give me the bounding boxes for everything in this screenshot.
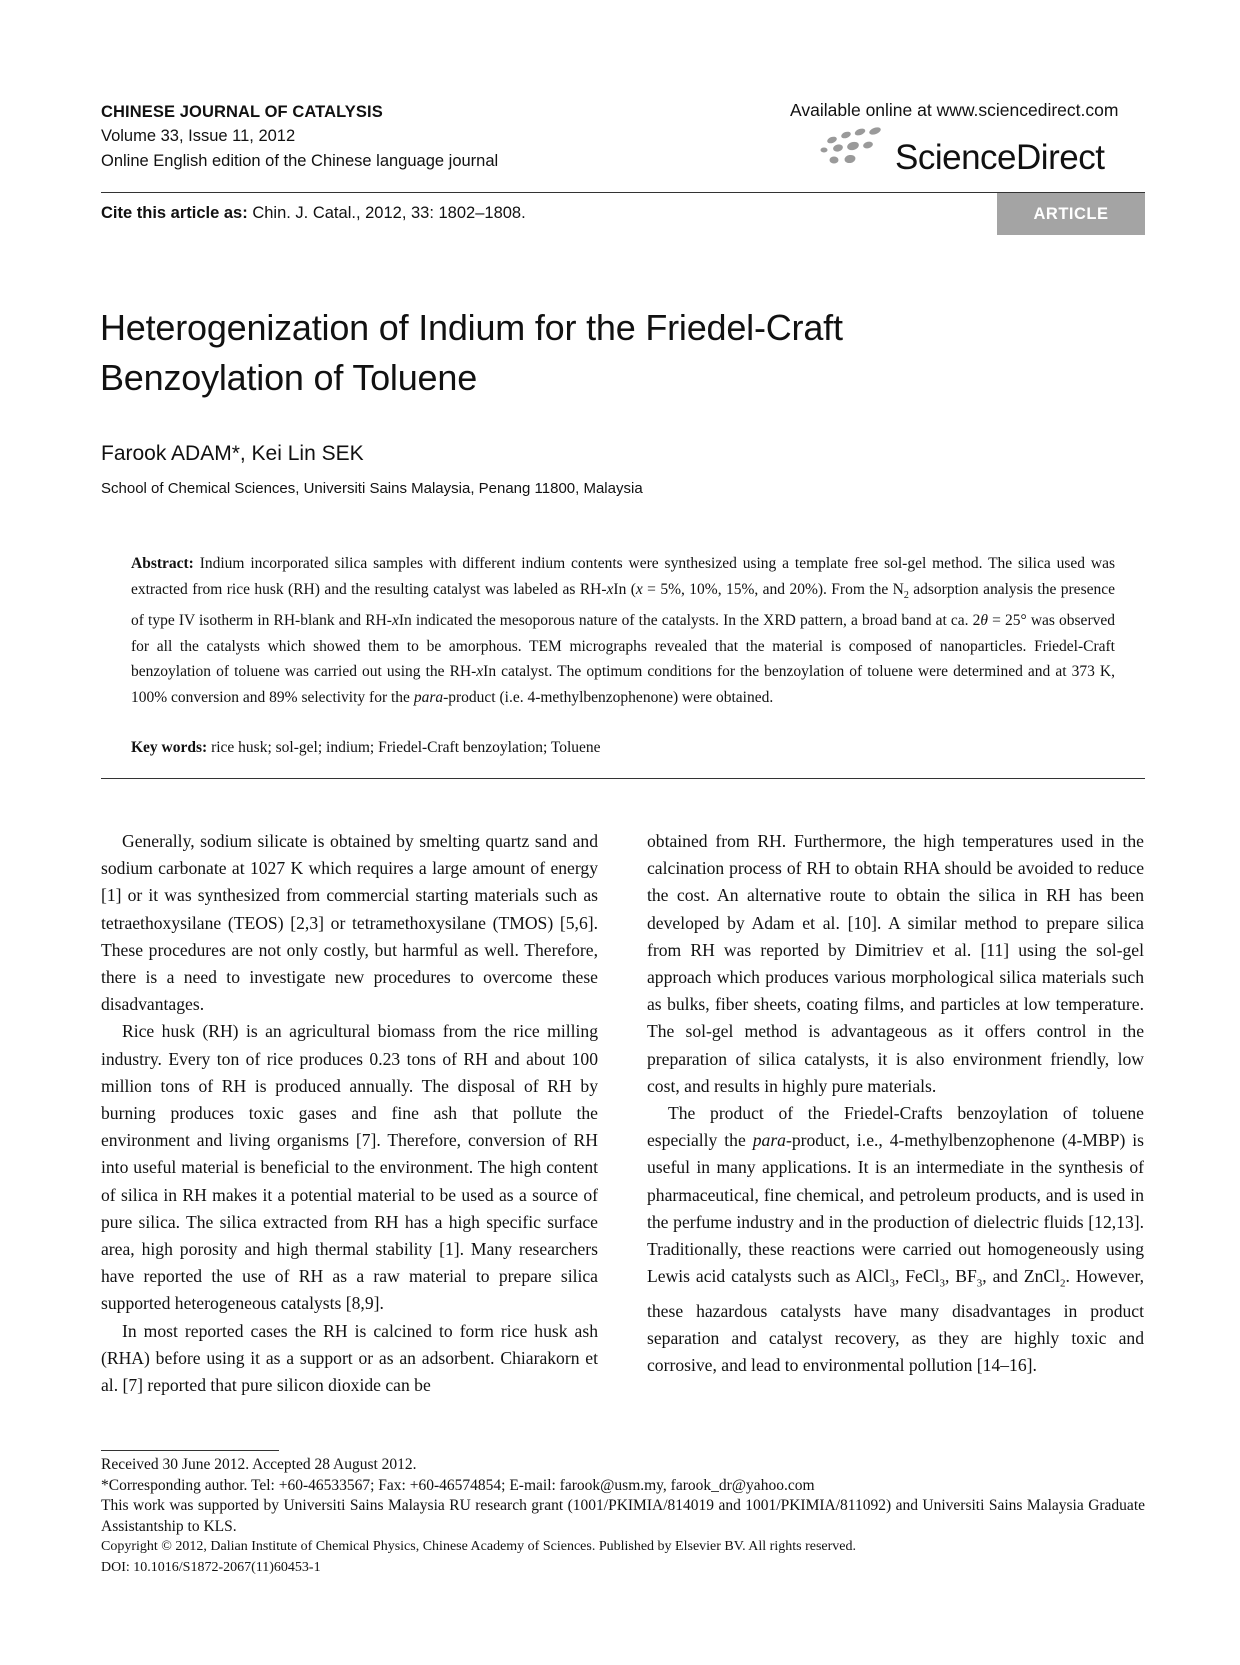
paragraph: In most reported cases the RH is calcined to form rice husk ash (RHA) before using it as a support or as an adsorbent. Chiarakorn et al. [7] reported that pure silicon dioxide can be xyxy=(101,1320,598,1396)
keywords-text: rice husk; sol-gel; indium; Friedel-Craft benzoylation; Toluene xyxy=(207,739,601,756)
title-line-1: Heterogenization of Indium for the Friedel-Craft xyxy=(100,307,843,348)
abstract-text: In catalyst. The optimum conditions for the benzoylation of toluene were determined and at 373 K, 100% conversion and 89% selectivity for the xyxy=(131,663,1115,706)
title-line-2: Benzoylation of Toluene xyxy=(100,357,478,398)
abstract-text: In ( xyxy=(613,580,636,598)
abstract-text: -product (i.e. 4-methylbenzophenone) were obtained. xyxy=(443,688,774,706)
paragraph-text: -product, i.e., 4-methylbenzophenone (4-MBP) is useful in many applications. It is an intermediate in the synthesis of pharmaceutical, fine chemical, and petroleum products, and is used in the perfume industry and in the production of dielectric fluids [12,13]. Traditionally, these reactions were carried out homogeneously using Lewis acid catalysts such as AlCl xyxy=(647,1130,1145,1287)
footnote-divider xyxy=(101,1450,279,1451)
abstract-text: Indium incorporated silica samples with different indium contents were synthesized using a template free sol-gel method. The silica used was extracted from rice husk (RH) and the resulting catalyst was labeled as RH- xyxy=(131,555,1115,598)
abstract-text: = 5%, 10%, 15%, and 20%). From the N xyxy=(642,580,904,598)
keywords-label: Key words: xyxy=(131,739,208,756)
paragraph-text: , and ZnCl xyxy=(982,1266,1061,1287)
subscript: 3 xyxy=(939,1277,945,1290)
journal-name: CHINESE JOURNAL OF CATALYSIS xyxy=(101,103,383,121)
received-date: Received 30 June 2012. Accepted 28 August 2012. xyxy=(101,1456,417,1473)
paragraph-text: , BF xyxy=(944,1266,977,1287)
abstract-var: x xyxy=(635,580,643,598)
paragraph-text: The product of the Friedel-Crafts benzoylation of toluene especially the xyxy=(647,1103,1144,1151)
header-divider xyxy=(101,192,1145,193)
copyright: Copyright © 2012, Dalian Institute of Chemical Physics, Chinese Academy of Sciences. Published by Elsevier BV. All rights reserved. xyxy=(101,1539,856,1554)
body-column-right xyxy=(647,828,1144,1380)
abstract-var: x xyxy=(606,580,614,598)
article-title xyxy=(100,303,1100,403)
footnotes xyxy=(101,1455,1145,1578)
abstract-var: x xyxy=(476,663,484,681)
citation xyxy=(101,204,526,223)
paragraph: obtained from RH. Furthermore, the high temperatures used in the calcination process of RH to obtain RHA should be avoided to reduce the cost. An alternative route to obtain the silica in RH has been developed by Adam et al. [10]. A similar method to prepare silica from RH was reported by Dimitriev et al. [11] using the sol-gel approach which produces various morphological silica materials such as bulks, fiber sheets, coating films, and particles at low temperature. The sol-gel method is advantageous as it offers control in the preparation of silica catalysts, it is also environment friendly, low cost, and results in highly pure materials. xyxy=(647,831,1144,1096)
paragraph xyxy=(647,1100,1144,1380)
abstract-divider xyxy=(101,778,1145,779)
corresponding-author: *Corresponding author. Tel: +60-46533567; Fax: +60-46574854; E-mail: farook@usm.my, farook_dr@yahoo.com xyxy=(101,1476,815,1494)
funding-note: This work was supported by Universiti Sains Malaysia RU research grant (1001/PKIMIA/814019 and 1001/PKIMIA/811092) and Universiti Sains Malaysia Graduate Assistantship to KLS. xyxy=(101,1497,1145,1535)
abstract-text: In indicated the mesoporous nature of the catalysts. In the XRD pattern, a broad band at ca. 2 xyxy=(398,612,981,630)
abstract-var: x xyxy=(391,612,399,630)
abstract-label: Abstract: xyxy=(131,555,194,572)
subscript: 3 xyxy=(976,1277,983,1290)
body-column-left xyxy=(101,828,598,1399)
sciencedirect-wordmark: ScienceDirect xyxy=(895,138,1105,177)
affiliation: School of Chemical Sciences, Universiti Sains Malaysia, Penang 11800, Malaysia xyxy=(101,480,643,497)
paragraph-italic: para xyxy=(752,1130,786,1151)
paragraph: Rice husk (RH) is an agricultural biomass from the rice milling industry. Every ton of rice produces 0.23 tons of RH and about 100 million tons of RH is produced annually. The disposal of RH by burning produces toxic gases and fine ash that pollute the environment and living organisms [7]. Therefore, conversion of RH into useful material is beneficial to the environment. The high content of silica in RH makes it a potential material to be used as a source of pure silica. The silica extracted from RH has a high specific surface area, high porosity and high thermal stability [1]. Many researchers have reported the use of RH as a raw material to prepare silica supported heterogeneous catalysts [8,9]. xyxy=(101,1021,598,1314)
abstract-var: para xyxy=(413,688,444,706)
abstract-var: θ xyxy=(980,612,989,630)
paragraph: Generally, sodium silicate is obtained by smelting quartz sand and sodium carbonate at 1027 K which requires a large amount of energy [1] or it was synthesized from commercial starting materials such as tetraethoxysilane (TEOS) [2,3] or tetramethoxysilane (TMOS) [5,6]. These procedures are not only costly, but harmful as well. Therefore, there is a need to investigate new procedures to overcome these disadvantages. xyxy=(101,831,598,1015)
paragraph-text: , FeCl xyxy=(894,1266,940,1287)
doi: DOI: 10.1016/S1872-2067(11)60453-1 xyxy=(101,1559,321,1575)
abstract-subscript: 2 xyxy=(903,589,909,601)
abstract xyxy=(131,551,1115,710)
abstract-text: adsorption analysis the presence of type IV isotherm in RH-blank and RH- xyxy=(131,580,1115,630)
journal-edition: Online English edition of the Chinese language journal xyxy=(101,152,499,170)
subscript: 3 xyxy=(889,1277,895,1290)
article-type-badge: ARTICLE xyxy=(997,193,1145,235)
journal-volume: Volume 33, Issue 11, 2012 xyxy=(101,127,296,145)
available-online-text: Available online at www.sciencedirect.com xyxy=(790,100,1119,120)
keywords xyxy=(131,739,601,757)
paragraph-text: . However, these hazardous catalysts have many disadvantages in product separation and catalyst recovery, as they are highly toxic and corrosive, and lead to environmental pollution [14–16]. xyxy=(647,1266,1145,1376)
subscript: 2 xyxy=(1060,1277,1066,1290)
authors: Farook ADAM*, Kei Lin SEK xyxy=(101,442,364,465)
abstract-text: = 25° was observed for all the catalysts which showed them to be amorphous. TEM micrographs revealed that the material is composed of nanoparticles. Friedel-Craft benzoylation of toluene was carried out using the RH- xyxy=(131,612,1115,681)
cite-label: Cite this article as: xyxy=(101,204,248,222)
cite-text: Chin. J. Catal., 2012, 33: 1802–1808. xyxy=(247,204,526,222)
